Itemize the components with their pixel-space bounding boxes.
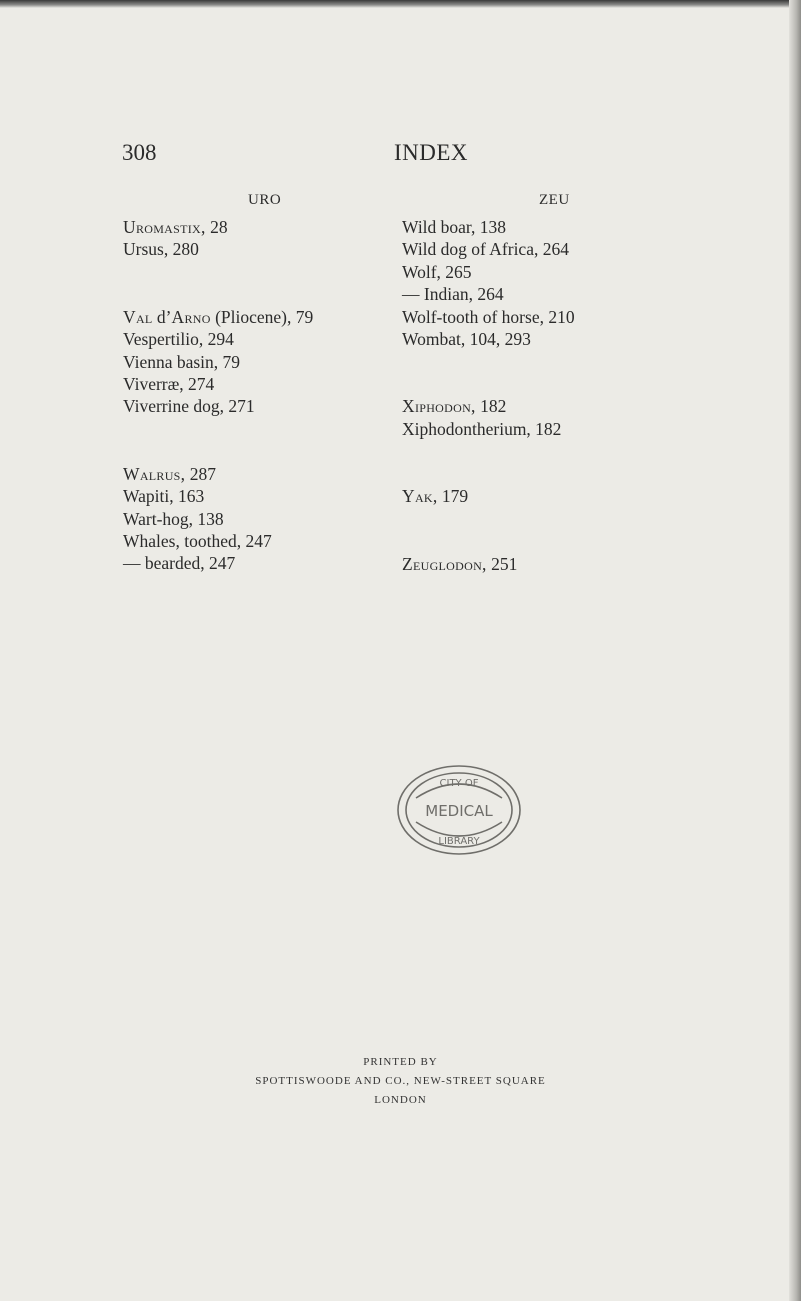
index-entry-wolf: Wolf, 265 (402, 261, 472, 282)
index-entry-val-d-arno (123, 306, 313, 328)
index-entry-wapiti: Wapiti, 163 (123, 486, 205, 507)
index-entry-walrus (123, 463, 313, 485)
left-column-head: URO (248, 192, 282, 208)
index-entry-wolf-tooth: Wolf-tooth of horse, 210 (402, 306, 575, 327)
index-entry-uromastix (123, 216, 313, 238)
entry-page: 28 (205, 217, 228, 237)
index-entry-xiphodon (402, 395, 575, 417)
left-index-column (123, 216, 313, 575)
index-entry-vespertilio: Vespertilio, 294 (123, 329, 234, 350)
imprint-line-3: LONDON (374, 1094, 427, 1106)
index-entry-wombat: Wombat, 104, 293 (402, 329, 531, 350)
library-stamp-icon (394, 760, 524, 860)
right-column-head: ZEU (539, 192, 570, 208)
index-entry-wart-hog: Wart-hog, 138 (123, 508, 224, 529)
entry-headword: Yak, (402, 486, 438, 507)
index-entry-viverrae: Viverræ, 274 (123, 374, 215, 395)
page-number: 308 (122, 140, 157, 165)
page-title: INDEX (394, 140, 469, 165)
index-entry-whales-toothed: Whales, toothed, 247 (123, 531, 272, 552)
imprint-line-2: SPOTTISWOODE AND CO., NEW-STREET SQUARE (255, 1075, 546, 1087)
index-entry-zeuglodon (402, 553, 575, 575)
page-top-edge (0, 0, 801, 8)
stamp-middle-text: MEDICAL (425, 802, 493, 820)
index-entry-wild-boar: Wild boar, 138 (402, 217, 507, 237)
imprint-line-1: PRINTED BY (363, 1056, 438, 1068)
entry-page: 287 (185, 463, 216, 484)
entry-page: 251 (486, 553, 518, 574)
stamp-top-text: CITY OF (439, 778, 479, 789)
index-entry-wild-dog: Wild dog of Africa, 264 (402, 239, 569, 260)
index-entry-viverrine-dog: Viverrine dog, 271 (123, 396, 255, 417)
entry-headword: Walrus, (123, 463, 186, 484)
entry-headword: Val (123, 306, 153, 327)
index-entry-whales-bearded: — bearded, 247 (123, 553, 236, 574)
entry-page: 182 (475, 396, 507, 417)
entry-page: (Pliocene), 79 (210, 306, 314, 327)
entry-headword: Xiphodon, (402, 396, 476, 417)
stamp-bottom-text: LIBRARY (438, 836, 480, 847)
index-entry-vienna-basin: Vienna basin, 79 (123, 351, 241, 372)
index-entry-ursus: Ursus, 280 (123, 239, 199, 260)
index-entry-wolf-indian: — Indian, 264 (402, 284, 504, 305)
entry-headword: Arno (171, 306, 211, 327)
entry-headword: Zeuglodon, (402, 553, 487, 574)
index-entry-xiphodontherium: Xiphodontherium, 182 (402, 418, 562, 439)
entry-page: 179 (437, 486, 469, 507)
right-index-column (402, 216, 575, 575)
entry-headword: Uromastix, (123, 217, 206, 237)
index-entry-yak (402, 485, 575, 507)
entry-text: d’ (152, 306, 172, 327)
